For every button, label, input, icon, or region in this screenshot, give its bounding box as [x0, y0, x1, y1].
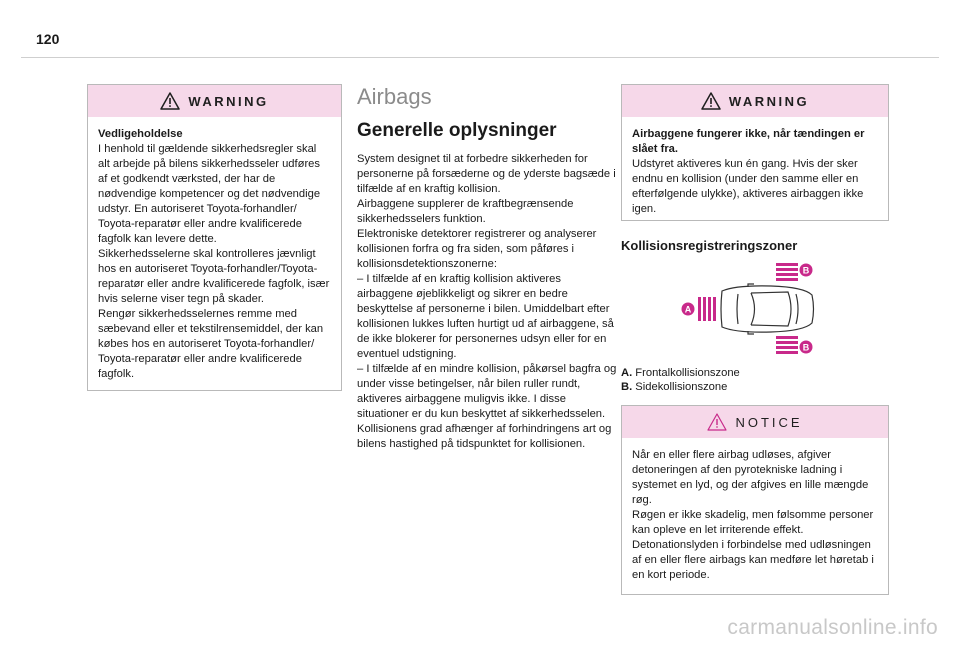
side-zone-top-bars — [776, 263, 798, 281]
marker-a-label: A — [684, 304, 692, 315]
side-zone-bottom-bars — [776, 336, 798, 354]
warning-header — [88, 85, 341, 117]
legend-item — [621, 380, 740, 394]
legend-item — [621, 366, 740, 380]
airbags-section — [357, 84, 617, 452]
warning-triangle-icon — [160, 92, 180, 110]
warning-heading: Airbaggene fungerer ikke, når tændingen er slået fra. — [632, 128, 865, 155]
page-number: 120 — [36, 31, 60, 47]
warning-text: Udstyret aktiveres kun én gang. Hvis der sker endnu en kollision (under den samme eller en efterfølgende ulykke), aktiveres airbaggen ikke igen. — [632, 158, 864, 215]
notice-title: NOTICE — [735, 414, 803, 430]
notice-text: Når en eller flere airbag udløses, afgiver detoneringen af den pyrotekniske ladning i systemet en lyd, og der afgives en lille mængde røg. Røgen er ikke skadelig, men følsomme personer kan opleve en let irriterende effekt. Detonationslyden i forbindelse med udløsningen af en eller flere airbags kan medføre let høretab i en kort periode. — [632, 449, 874, 581]
legend-label: Sidekollisionszone — [635, 381, 728, 393]
legend-key: B. — [621, 381, 633, 393]
warning-text: I henhold til gældende sikkerhedsregler skal alt arbejde på bilens sikkerhedsseler udføres af et godkendt værksted, der har de nødvendige kompetencer og det nødvendige udstyr. En autoriseret Toyota-forhandler/ Toyota-reparatør eller andre kvalificerede fagfolk kan levere dette. Sikkerhedsselerne skal kontrolleres jævnligt hos en autoriseret Toyota-forhandler/Toyota-reparatør eller andre kvalificerede fagfolk, især hvis selerne viser tegn på skader. Rengør sikkerhedsselernes remme med sæbevand eller et tekstilrensemiddel, der kan købes hos en autoriseret Toyota-forhandler/ Toyota-reparatør eller andre kvalificerede fagfolk. — [98, 143, 330, 380]
marker-b-label: B — [802, 265, 810, 276]
zones-title: Kollisionsregistreringszoner — [621, 238, 798, 253]
watermark: carmanualsonline.info — [727, 616, 938, 639]
maintenance-warning-box — [87, 84, 342, 391]
legend-key: A. — [621, 367, 633, 379]
zones-legend — [621, 366, 740, 394]
notice-header — [622, 406, 888, 438]
car-top-view-icon — [721, 284, 814, 334]
collision-zones-diagram — [676, 261, 816, 356]
legend-label: Frontalkollisionszone — [635, 367, 740, 379]
warning-header — [622, 85, 888, 117]
general-info-text: System designet til at forbedre sikkerheden for personerne på forsæderne og de yderste bagsæde i tilfælde af en kraftig kollision. Airbaggene supplerer de kraftbegrænsende sikkerhedsselers funktion. Elektroniske detektorer registrerer og analyserer kollisionen forfra og fra siden, som påføres i kollisionsdetektionszonerne: – I tilfælde af en kraftig kollision aktiveres airbaggene øjeblikkeligt og sikrer en bedre beskyttelse af personerne i bilen. Umiddelbart efter kollisionen lukkes luften hurtigt ud af airbaggene, så de ikke blokerer for personernes udsyn eller for en eventuel udstigning. – I tilfælde af en mindre kollision, påkørsel bagfra og under visse betingelser, når bilen ruller rundt, aktiveres airbaggene muligvis ikke. I disse situationer er du kun beskyttet af sikkerhedsselen. Kollisionens grad afhænger af forhindringens art og bilens hastighed på tidspunktet for kollisionen. — [357, 153, 617, 450]
front-zone-bars — [698, 297, 716, 321]
notice-triangle-icon — [707, 413, 727, 431]
warning-triangle-icon — [701, 92, 721, 110]
warning-title: WARNING — [188, 93, 269, 109]
warning-title: WARNING — [728, 93, 810, 109]
ignition-warning-box — [621, 84, 889, 221]
warning-heading: Vedligeholdelse — [98, 128, 183, 140]
header-divider — [21, 57, 939, 58]
subsection-title: Generelle oplysninger — [357, 120, 557, 141]
section-title: Airbags — [357, 84, 432, 109]
marker-b-label: B — [802, 342, 810, 353]
notice-box — [621, 405, 889, 595]
